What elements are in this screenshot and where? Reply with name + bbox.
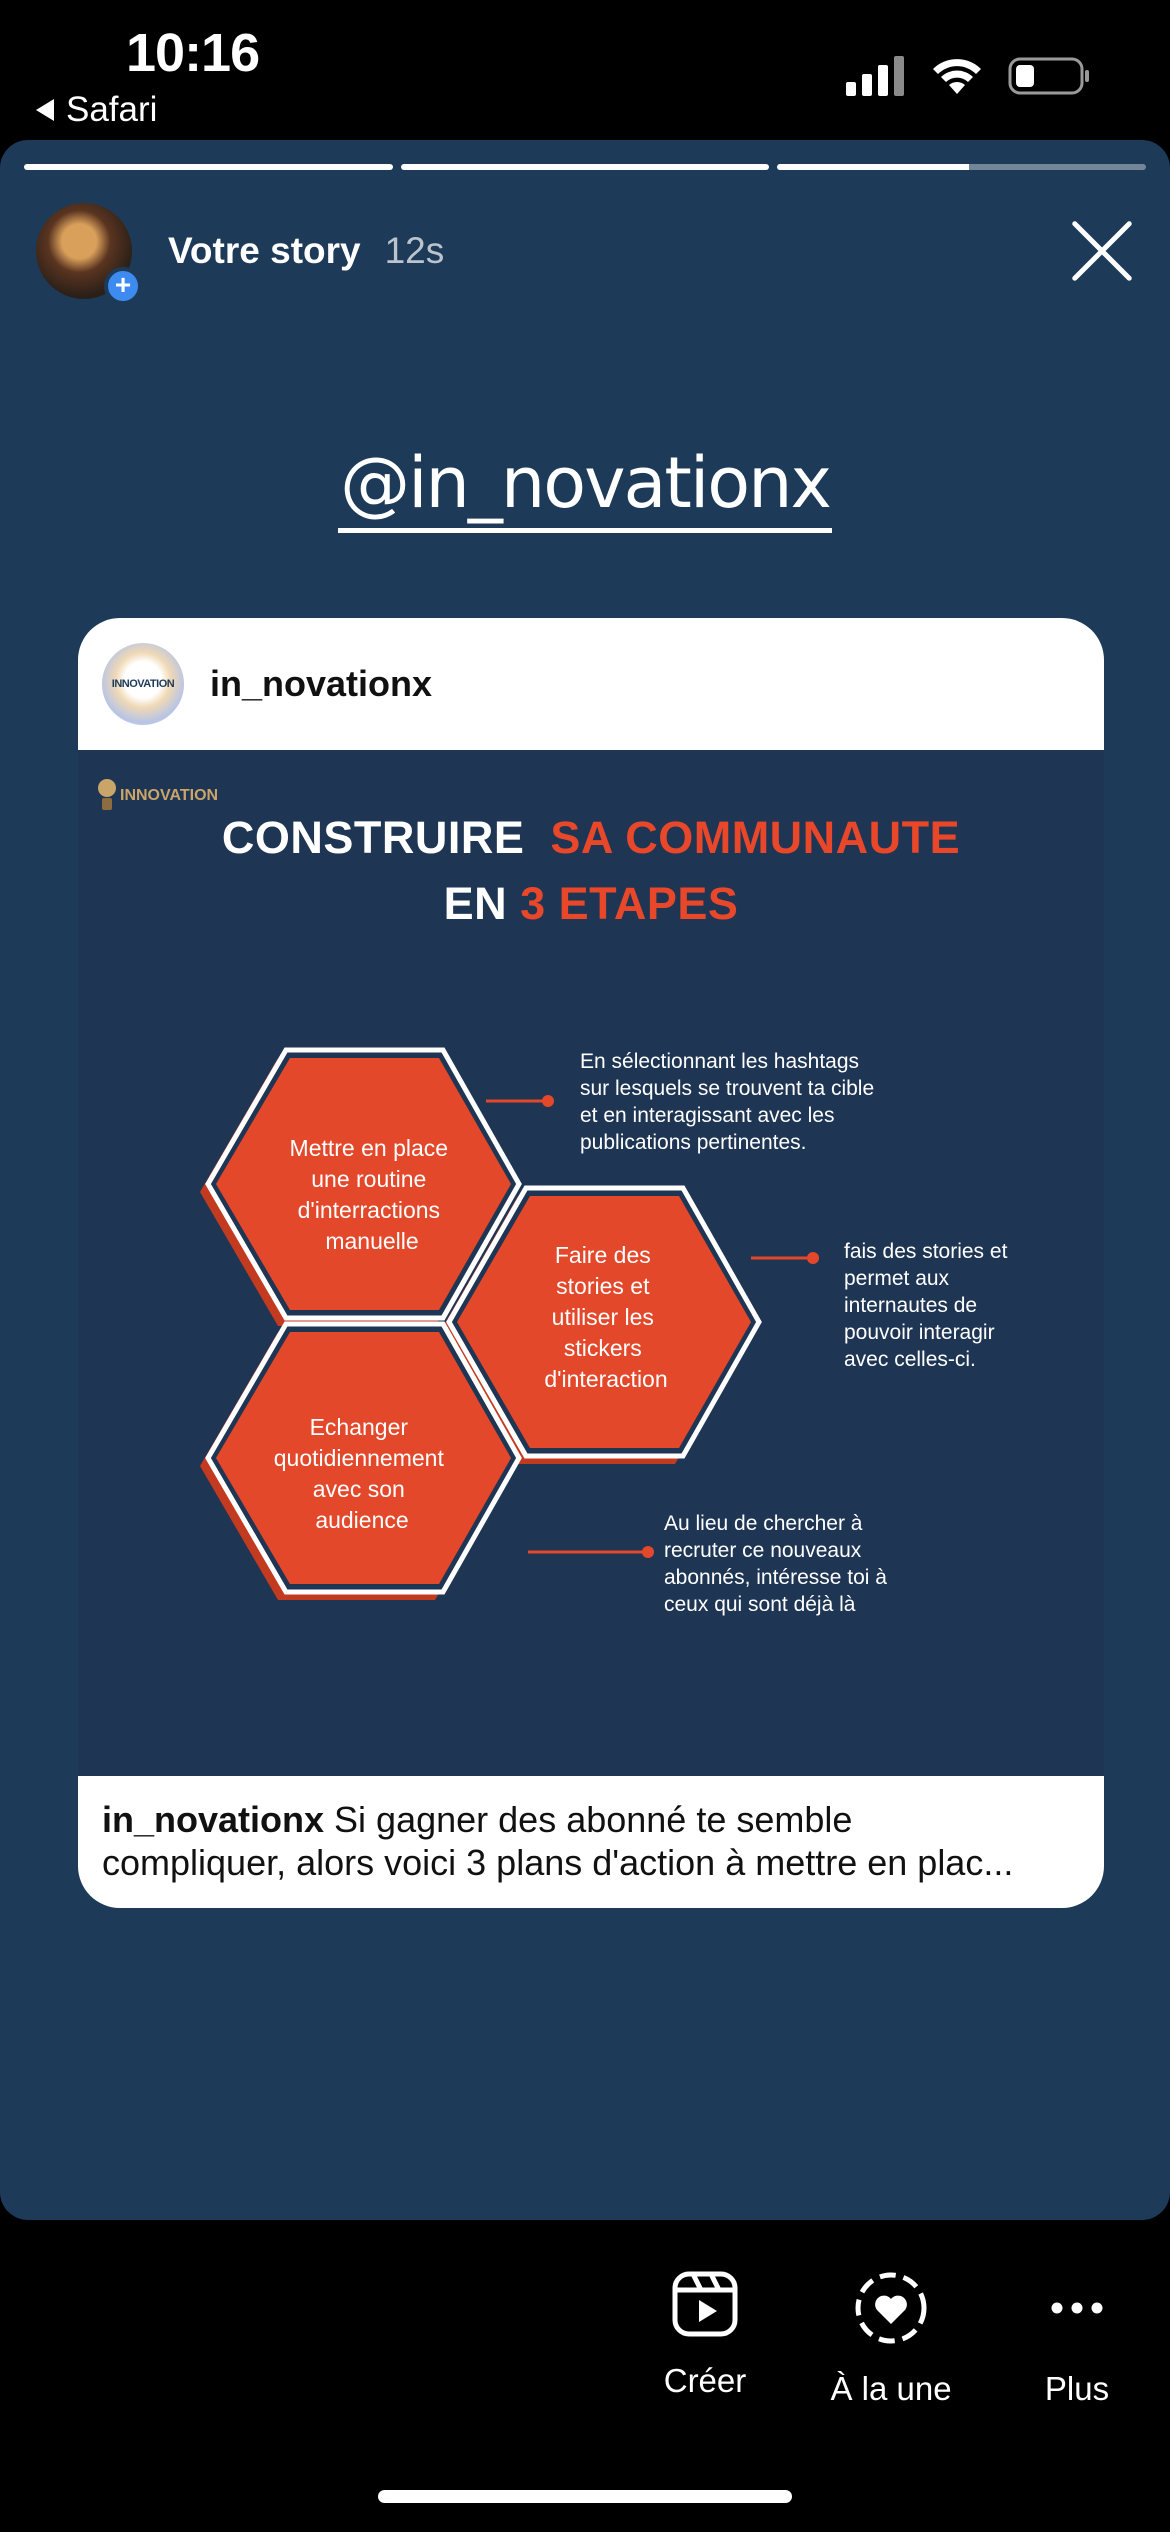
title-orange: 3 ETAPES (520, 878, 739, 929)
create-label: Créer (663, 2362, 747, 2399)
progress-fill (24, 164, 393, 170)
mention-sticker[interactable] (0, 442, 1170, 524)
highlight-heart-icon (853, 2270, 929, 2346)
back-label: Safari (66, 90, 158, 129)
story-viewer[interactable] (0, 140, 1170, 2220)
desc-line: sur lesquels se trouvent ta cible (580, 1077, 875, 1100)
story-header (36, 196, 1134, 306)
status-icons (846, 56, 1090, 96)
more-button[interactable] (984, 2270, 1170, 2408)
battery-icon (1008, 56, 1090, 96)
caption-line-1 (102, 1798, 1080, 1841)
desc-line: Au lieu de chercher à (664, 1512, 863, 1535)
story-elapsed: 12s (384, 230, 445, 271)
mention-text: @in_novationx (338, 442, 832, 533)
desc-line: recruter ce nouveaux (664, 1539, 862, 1562)
shared-post-card[interactable] (78, 618, 1104, 1908)
progress-segment (777, 164, 1146, 170)
desc-line: En sélectionnant les hashtags (580, 1050, 860, 1073)
desc-line: pouvoir interagir (844, 1321, 995, 1344)
progress-segment (24, 164, 393, 170)
hex-text-3: Echanger quotidiennement avec son audience (273, 1414, 444, 1533)
highlight-label: À la une (830, 2370, 952, 2407)
more-label: Plus (1044, 2370, 1110, 2407)
desc-line: internautes de (844, 1294, 978, 1317)
hex-text-2: Faire des stories et utiliser les stickers d'interaction (544, 1242, 668, 1392)
caption-line-2: compliquer, alors voici 3 plans d'action à mettre en plac... (102, 1842, 1014, 1883)
step-3-description (664, 1510, 887, 1618)
back-arrow-icon (36, 99, 54, 121)
hex-text-1: Mettre en place une routine d'interractions manuelle (289, 1135, 449, 1254)
wifi-icon (930, 56, 984, 96)
story-actions (612, 2270, 1170, 2408)
create-button[interactable] (612, 2270, 798, 2408)
progress-segment (401, 164, 770, 170)
progress-fill (401, 164, 770, 170)
title-white: EN (443, 878, 508, 929)
post-image-logo-text: INNOVATION (120, 787, 219, 804)
back-to-safari[interactable] (36, 90, 157, 130)
close-icon[interactable] (1070, 219, 1134, 283)
desc-line: et en interagissant avec les (580, 1104, 835, 1127)
caption-username: in_novationx (102, 1799, 325, 1840)
title-white: CONSTRUIRE (221, 812, 525, 863)
post-username[interactable]: in_novationx (210, 663, 433, 704)
post-caption[interactable] (78, 1776, 1104, 1906)
desc-line: abonnés, intéresse toi à (664, 1566, 887, 1589)
reels-create-icon (671, 2270, 739, 2338)
post-logo-text: INNOVATION (111, 678, 175, 690)
desc-line: avec celles-ci. (844, 1348, 976, 1371)
signal-icon (846, 56, 906, 96)
post-author-avatar[interactable] (102, 643, 184, 725)
step-2-description (844, 1238, 1007, 1373)
story-progress (24, 164, 1146, 170)
highlight-button[interactable] (798, 2270, 984, 2408)
desc-line: ceux qui sont déjà là (664, 1593, 856, 1616)
title-orange: SA COMMUNAUTE (550, 812, 961, 863)
post-image[interactable] (78, 750, 1104, 1776)
desc-line: publications pertinentes. (580, 1131, 807, 1154)
add-story-icon[interactable]: + (104, 267, 142, 305)
avatar[interactable] (36, 203, 132, 299)
home-indicator[interactable] (378, 2490, 792, 2503)
more-icon (1039, 2270, 1115, 2346)
caption-text-1: Si gagner des abonné te semble (334, 1799, 853, 1840)
post-header (78, 618, 1104, 750)
status-time: 10:16 (126, 23, 260, 83)
step-1-description (580, 1048, 874, 1156)
desc-line: fais des stories et (844, 1240, 1008, 1263)
desc-line: permet aux (844, 1267, 950, 1290)
story-owner[interactable]: Votre story (168, 230, 361, 271)
progress-fill (777, 164, 969, 170)
